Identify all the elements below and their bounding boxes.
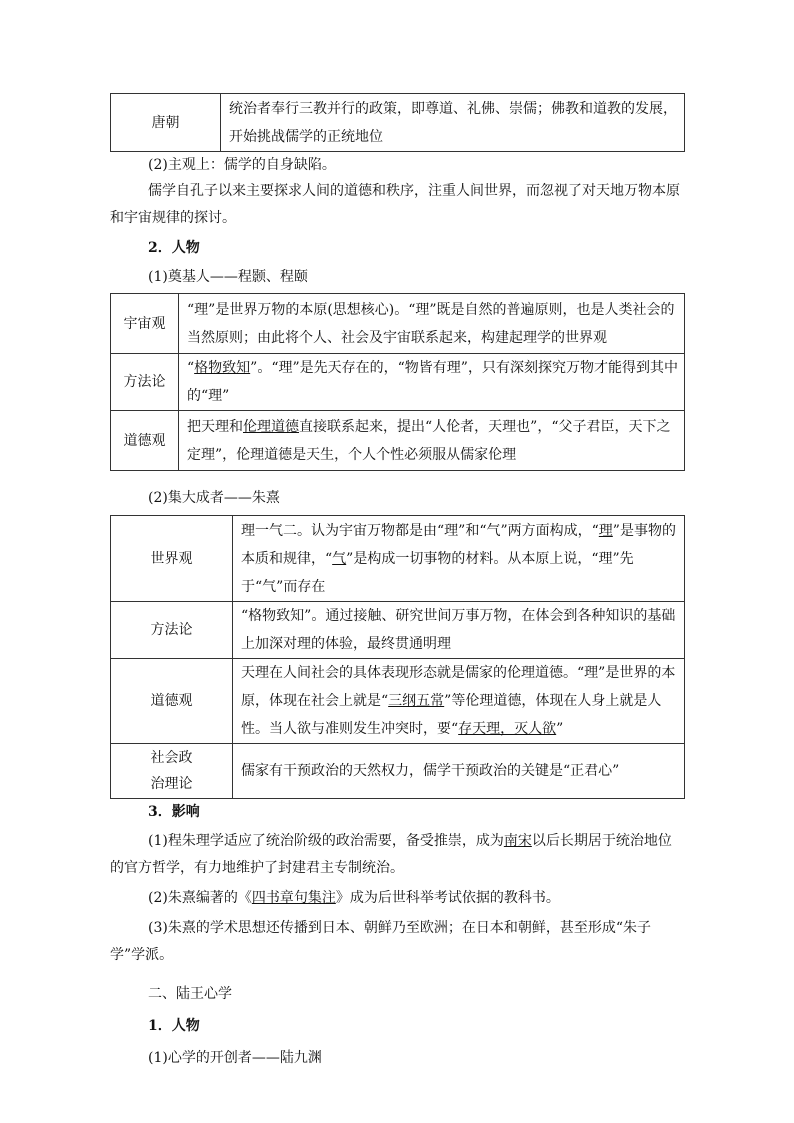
row-content: “格物致知”。通过接触、研究世间万事万物，在体会到各种知识的基础上加深对理的体验，最终贯通明理	[233, 602, 685, 659]
subjective-heading: (2)主观上：儒学的自身缺陷。	[148, 157, 336, 173]
text-run: ”。“理”是先天存在的，“物皆有理”，只有深刻探究万物才能得到其中的“理”	[187, 360, 678, 404]
section-heading-influence: 3．影响	[148, 804, 200, 820]
text-run: ”是构成一切事物的材料。从本原上说，“理”先于“气”而存在	[241, 550, 634, 595]
underlined-term: 格物致知	[194, 360, 251, 376]
influence-item-2	[110, 885, 685, 912]
row-content: 儒家有干预政治的天然权力，儒学干预政治的关键是“正君心”	[233, 744, 685, 799]
row-label: 唐朝	[111, 94, 221, 152]
text-run: 把天理和	[187, 418, 243, 435]
tang-table	[110, 93, 685, 152]
row-content	[179, 411, 685, 471]
table-row	[111, 516, 685, 602]
founders-heading: (1)奠基人——程颢、程颐	[148, 269, 308, 285]
text-run: 》成为后世科举考试依据的教科书。	[335, 890, 560, 906]
text-run: ”等伦理道德，体现在人身上就是人性。当人欲与准则发生冲突时，要“	[241, 693, 662, 737]
zhuxi-heading: (2)集大成者——朱熹	[148, 490, 280, 506]
row-content	[233, 659, 685, 744]
table-row	[111, 94, 685, 152]
row-label: 方法论	[111, 354, 179, 411]
row-label: 方法论	[111, 602, 233, 659]
cheng-table	[110, 293, 685, 471]
zhuxi-table	[110, 515, 685, 799]
section-heading-people: 2．人物	[148, 240, 200, 256]
table-row	[111, 411, 685, 471]
table-row	[111, 659, 685, 744]
subjective-body: 儒学自孔子以来主要探求人间的道德和秩序，注重人间世界，而忽视了对天地万物本原和宇宙规律的探讨。	[110, 183, 680, 226]
text-run: ”是事物的本质和规律，“	[241, 522, 676, 567]
text-run: 直接联系起来，提出“人伦者，天理也”，“父子君臣，天下之定理”，伦理道德是天生，个人个性必须服从儒家伦理	[187, 418, 671, 463]
text-run: 天理在人间社会的具体表现形态就是儒家的伦理道德。“理”是世界的本原，体现在社会上就是“	[241, 665, 676, 709]
table-row	[111, 602, 685, 659]
underlined-term: 三纲五常	[388, 693, 445, 709]
label-line: 社会政	[150, 750, 193, 766]
text-run: 理一气二。认为宇宙万物都是由“理”和“气”两方面构成，“	[241, 522, 599, 539]
row-label: 道德观	[111, 659, 233, 744]
row-label: 世界观	[111, 516, 233, 602]
label-line: 治理论	[150, 776, 193, 792]
text-run: (1)程朱理学适应了统治阶级的政治需要，备受推崇，成为	[148, 833, 504, 849]
row-label	[111, 744, 233, 799]
row-content	[179, 354, 685, 411]
underlined-term: 伦理道德	[243, 418, 299, 435]
table-row	[111, 294, 685, 354]
underlined-term: 南宋	[503, 833, 532, 849]
document-page	[110, 93, 685, 1071]
row-label: 道德观	[111, 411, 179, 471]
underlined-term: 气	[332, 550, 347, 567]
text-run: (2)朱熹编著的《	[148, 890, 252, 906]
part2-subheading: 1．人物	[148, 1018, 200, 1034]
part2-founder: (1)心学的开创者——陆九渊	[148, 1050, 322, 1066]
row-label: 宇宙观	[111, 294, 179, 354]
underlined-term: 理	[598, 522, 613, 539]
table-row	[111, 744, 685, 799]
part2-heading: 二、陆王心学	[148, 986, 232, 1002]
underlined-term: 四书章句集注	[251, 890, 336, 906]
table-row	[111, 354, 685, 411]
influence-item-3: (3)朱熹的学术思想还传播到日本、朝鲜乃至欧洲；在日本和朝鲜，甚至形成“朱子学”学派。	[110, 920, 651, 963]
row-content: 统治者奉行三教并行的政策，即尊道、礼佛、崇儒；佛教和道教的发展，开始挑战儒学的正统地位	[221, 94, 685, 152]
text-run: 以后长期居于统治地位的官方哲学，有力地维护了封建君主专制统治。	[110, 833, 672, 876]
text-run: ”	[556, 721, 564, 737]
influence-item-1	[110, 828, 685, 882]
underlined-term: 存天理，灭人欲	[458, 721, 557, 737]
row-content: “理”是世界万物的本原(思想核心)。“理”既是自然的普遍原则，也是人类社会的当然原则；由此将个人、社会及宇宙联系起来，构建起理学的世界观	[179, 294, 685, 354]
text-run: “	[187, 360, 195, 376]
row-content	[233, 516, 685, 602]
